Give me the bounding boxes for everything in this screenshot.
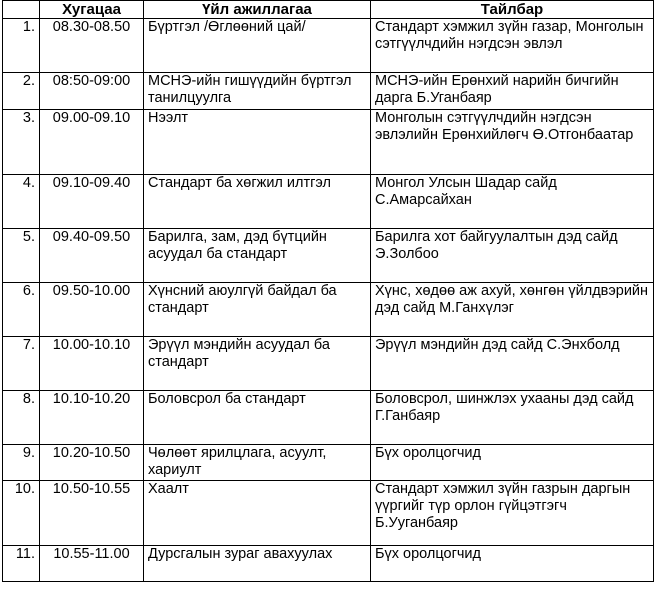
row-number: 3. — [3, 110, 40, 175]
row-activity: Стандарт ба хөгжил илтгэл — [144, 175, 371, 229]
row-time: 10.00-10.10 — [40, 337, 144, 391]
row-note: Эрүүл мэндийн дэд сайд С.Энхболд — [371, 337, 654, 391]
row-note: Бүх оролцогчид — [371, 546, 654, 582]
agenda-table — [2, 0, 654, 582]
table-row — [3, 481, 654, 546]
row-number: 6. — [3, 283, 40, 337]
header-time: Хугацаа — [40, 1, 144, 19]
row-number: 9. — [3, 445, 40, 481]
row-activity: Бүртгэл /Өглөөний цай/ — [144, 19, 371, 73]
row-note: Монголын сэтгүүлчдийн нэгдсэн эвлэлийн Ерөнхийлөгч Ө.Отгонбаатар — [371, 110, 654, 175]
row-time: 08:50-09:00 — [40, 73, 144, 110]
header-row — [3, 1, 654, 19]
row-note: МСНЭ-ийн Ерөнхий нарийн бичгийн дарга Б.Уганбаяр — [371, 73, 654, 110]
row-activity: Хаалт — [144, 481, 371, 546]
table-row — [3, 110, 654, 175]
row-activity: Дурсгалын зураг авахуулах — [144, 546, 371, 582]
table-row — [3, 19, 654, 73]
row-number: 4. — [3, 175, 40, 229]
row-activity: Эрүүл мэндийн асуудал ба стандарт — [144, 337, 371, 391]
row-note: Стандарт хэмжил зүйн газар, Монголын сэтгүүлчдийн нэгдсэн эвлэл — [371, 19, 654, 73]
row-number: 11. — [3, 546, 40, 582]
row-time: 09.50-10.00 — [40, 283, 144, 337]
row-note: Бүх оролцогчид — [371, 445, 654, 481]
row-activity: Нээлт — [144, 110, 371, 175]
row-time: 10.10-10.20 — [40, 391, 144, 445]
table-row — [3, 283, 654, 337]
table-row — [3, 73, 654, 110]
row-note: Боловсрол, шинжлэх ухааны дэд сайд Г.Ганбаяр — [371, 391, 654, 445]
row-number: 7. — [3, 337, 40, 391]
table-row — [3, 445, 654, 481]
table-row — [3, 175, 654, 229]
row-activity: МСНЭ-ийн гишүүдийн бүртгэл танилцуулга — [144, 73, 371, 110]
row-time: 09.40-09.50 — [40, 229, 144, 283]
row-time: 09.10-09.40 — [40, 175, 144, 229]
header-activity: Үйл ажиллагаа — [144, 1, 371, 19]
table-row — [3, 546, 654, 582]
header-number — [3, 1, 40, 19]
row-note: Стандарт хэмжил зүйн газрын даргын үүргийг түр орлон гүйцэтгэгч Б.Ууганбаяр — [371, 481, 654, 546]
row-activity: Барилга, зам, дэд бүтцийн асуудал ба стандарт — [144, 229, 371, 283]
row-note: Хүнс, хөдөө аж ахуй, хөнгөн үйлдвэрийн дэд сайд М.Ганхүлэг — [371, 283, 654, 337]
header-note: Тайлбар — [371, 1, 654, 19]
row-note: Монгол Улсын Шадар сайд С.Амарсайхан — [371, 175, 654, 229]
row-number: 1. — [3, 19, 40, 73]
row-activity: Хүнсний аюулгүй байдал ба стандарт — [144, 283, 371, 337]
table-row — [3, 337, 654, 391]
row-time: 09.00-09.10 — [40, 110, 144, 175]
row-number: 10. — [3, 481, 40, 546]
table-row — [3, 229, 654, 283]
row-time: 10.50-10.55 — [40, 481, 144, 546]
row-number: 2. — [3, 73, 40, 110]
row-time: 08.30-08.50 — [40, 19, 144, 73]
row-time: 10.20-10.50 — [40, 445, 144, 481]
row-number: 8. — [3, 391, 40, 445]
row-note: Барилга хот байгуулалтын дэд сайд Э.Золбоо — [371, 229, 654, 283]
row-activity: Чөлөөт ярилцлага, асуулт, хариулт — [144, 445, 371, 481]
row-time: 10.55-11.00 — [40, 546, 144, 582]
row-activity: Боловсрол ба стандарт — [144, 391, 371, 445]
row-number: 5. — [3, 229, 40, 283]
table-row — [3, 391, 654, 445]
